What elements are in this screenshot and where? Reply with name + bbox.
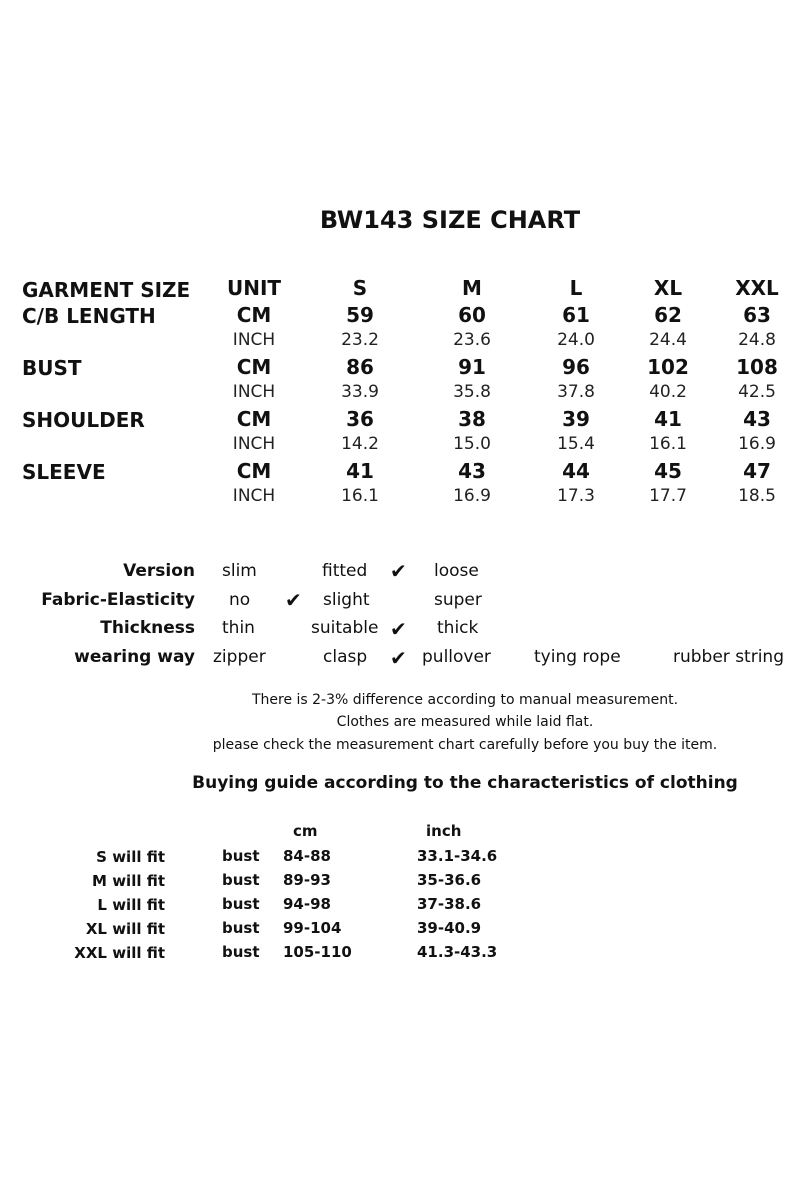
guide-cm: 99-104	[283, 919, 342, 937]
guide-inch: 37-38.6	[417, 895, 482, 913]
cell-inch: 17.7	[649, 486, 687, 506]
guide-cm: 84-88	[283, 847, 331, 865]
attr-label-fabric-elasticity: Fabric-Elasticity	[41, 590, 195, 610]
guide-row-label: M will fit	[92, 872, 165, 890]
cell-cm: 43	[458, 459, 486, 483]
guide-row-label: S will fit	[96, 848, 165, 866]
cell-cm: 43	[743, 407, 771, 431]
cell-cm: 45	[654, 459, 682, 483]
cell-inch: 14.2	[341, 434, 379, 454]
attr-option: pullover	[422, 647, 491, 667]
cell-inch: 24.8	[738, 330, 776, 350]
cell-inch: 42.5	[738, 382, 776, 402]
attr-label-thickness: Thickness	[100, 618, 195, 638]
attr-option: no	[229, 590, 251, 610]
cell-cm: 59	[346, 303, 374, 327]
guide-inch: 33.1-34.6	[417, 847, 498, 865]
guide-part: bust	[222, 919, 260, 937]
header-size-m: M	[462, 276, 482, 300]
cell-cm: 36	[346, 407, 374, 431]
cell-cm: 38	[458, 407, 486, 431]
attr-label-wearing-way: wearing way	[74, 647, 195, 667]
header-size-xl: XL	[653, 276, 683, 300]
cell-cm: 108	[736, 355, 778, 379]
note-line: There is 2-3% difference according to manual measurement.	[251, 692, 679, 708]
cell-inch: 40.2	[649, 382, 687, 402]
attr-option: rubber string	[673, 647, 784, 667]
attr-option: clasp	[323, 647, 368, 667]
attr-label-version: Version	[123, 561, 195, 581]
check-icon: ✔	[390, 646, 407, 670]
cell-inch: 17.3	[557, 486, 595, 506]
unit-inch: INCH	[232, 330, 276, 350]
unit-inch: INCH	[232, 486, 276, 506]
cell-cm: 60	[458, 303, 486, 327]
cell-inch: 16.9	[453, 486, 491, 506]
guide-title: Buying guide according to the characteristics of clothing	[192, 773, 738, 793]
row-label-shoulder: SHOULDER	[22, 408, 145, 432]
unit-cm: CM	[236, 303, 272, 327]
row-label-sleeve: SLEEVE	[22, 460, 106, 484]
attr-option: slight	[323, 590, 370, 610]
cell-inch: 35.8	[453, 382, 491, 402]
attr-option: zipper	[213, 647, 266, 667]
cell-cm: 44	[562, 459, 590, 483]
row-label-bust: BUST	[22, 356, 82, 380]
unit-inch: INCH	[232, 434, 276, 454]
cell-cm: 96	[562, 355, 590, 379]
note-line: please check the measurement chart carefully before you buy the item.	[212, 737, 718, 753]
check-icon: ✔	[390, 617, 407, 641]
attr-option: thick	[437, 618, 479, 638]
attr-option: tying rope	[534, 647, 621, 667]
check-icon: ✔	[285, 588, 302, 612]
note-line: Clothes are measured while laid flat.	[336, 714, 594, 730]
guide-cm: 94-98	[283, 895, 331, 913]
guide-inch: 41.3-43.3	[417, 943, 498, 961]
cell-inch: 33.9	[341, 382, 379, 402]
cell-cm: 61	[562, 303, 590, 327]
guide-row-label: XXL will fit	[74, 944, 165, 962]
attr-option: thin	[222, 618, 255, 638]
cell-cm: 41	[346, 459, 374, 483]
guide-row-label: XL will fit	[85, 920, 165, 938]
guide-cm: 89-93	[283, 871, 331, 889]
cell-cm: 86	[346, 355, 374, 379]
cell-inch: 24.4	[649, 330, 687, 350]
cell-cm: 41	[654, 407, 682, 431]
attr-option: super	[434, 590, 482, 610]
header-size-xxl: XXL	[735, 276, 779, 300]
guide-part: bust	[222, 847, 260, 865]
guide-part: bust	[222, 943, 260, 961]
guide-row-label: L will fit	[97, 896, 165, 914]
unit-cm: CM	[236, 407, 272, 431]
cell-inch: 15.0	[453, 434, 491, 454]
cell-cm: 102	[647, 355, 689, 379]
header-unit: UNIT	[226, 276, 282, 300]
guide-inch: 35-36.6	[417, 871, 482, 889]
cell-inch: 23.2	[341, 330, 379, 350]
guide-part: bust	[222, 895, 260, 913]
cell-cm: 91	[458, 355, 486, 379]
row-label-cb-length: C/B LENGTH	[22, 304, 156, 328]
attr-option: suitable	[311, 618, 379, 638]
unit-cm: CM	[236, 459, 272, 483]
attr-option: fitted	[322, 561, 368, 581]
guide-inch: 39-40.9	[417, 919, 482, 937]
cell-cm: 63	[743, 303, 771, 327]
guide-part: bust	[222, 871, 260, 889]
cell-inch: 15.4	[557, 434, 595, 454]
cell-inch: 16.1	[341, 486, 379, 506]
cell-inch: 16.9	[738, 434, 776, 454]
cell-cm: 39	[562, 407, 590, 431]
cell-inch: 24.0	[557, 330, 595, 350]
unit-inch: INCH	[232, 382, 276, 402]
check-icon: ✔	[390, 559, 407, 583]
header-size-s: S	[352, 276, 368, 300]
cell-inch: 37.8	[557, 382, 595, 402]
cell-inch: 18.5	[738, 486, 776, 506]
header-size-l: L	[569, 276, 583, 300]
cell-inch: 23.6	[453, 330, 491, 350]
header-garment-size: GARMENT SIZE	[22, 278, 191, 302]
chart-title: BW143 SIZE CHART	[319, 206, 581, 234]
cell-inch: 16.1	[649, 434, 687, 454]
guide-cm: 105-110	[283, 943, 352, 961]
attr-option: loose	[434, 561, 479, 581]
attr-option: slim	[222, 561, 257, 581]
cell-cm: 62	[654, 303, 682, 327]
guide-col-inch: inch	[426, 822, 462, 840]
unit-cm: CM	[236, 355, 272, 379]
guide-col-cm: cm	[293, 822, 318, 840]
cell-cm: 47	[743, 459, 771, 483]
